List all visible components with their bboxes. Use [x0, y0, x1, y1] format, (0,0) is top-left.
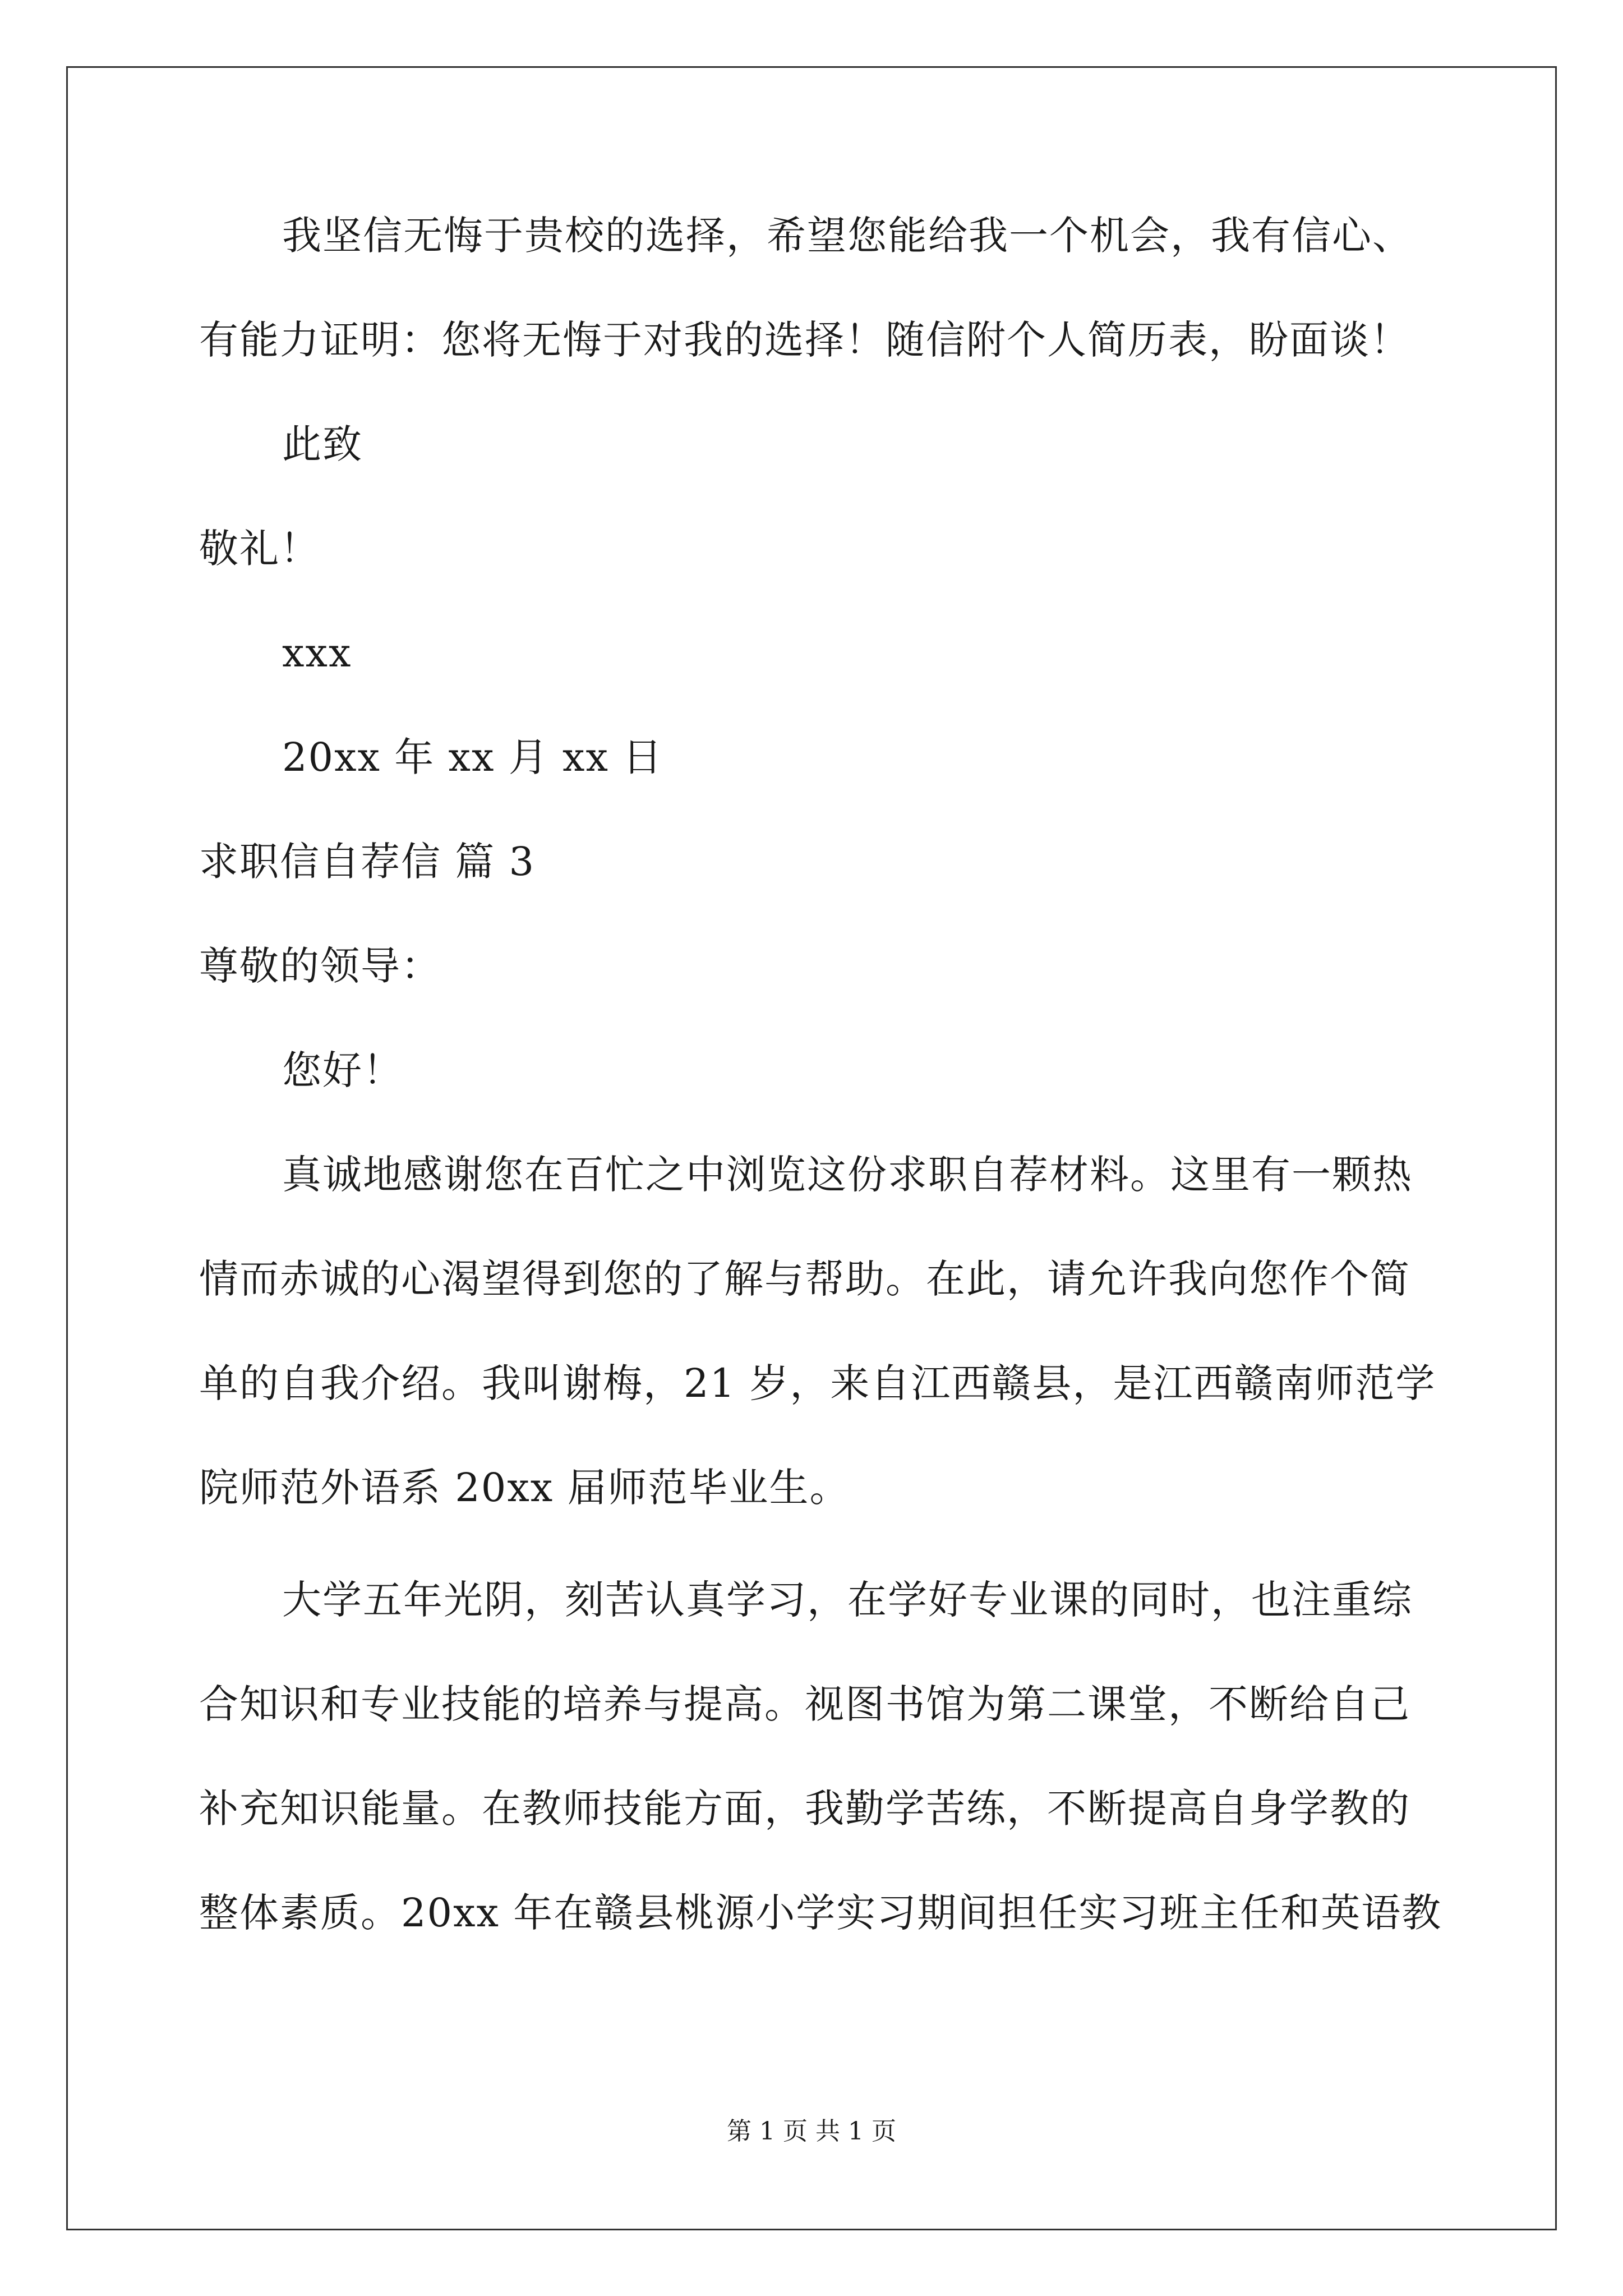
section-title: 求职信自荐信 篇 3: [199, 839, 536, 885]
paragraph-line: 单的自我介绍。我叫谢梅，21 岁，来自江西赣县，是江西赣南师范学: [199, 1360, 1436, 1406]
page-footer: 第 1 页 共 1 页: [727, 2117, 896, 2146]
paragraph-line: 整体素质。20xx 年在赣县桃源小学实习期间担任实习班主任和英语教: [199, 1890, 1442, 1936]
paragraph-line: 情而赤诚的心渴望得到您的了解与帮助。在此，请允许我向您作个简: [199, 1256, 1410, 1302]
paragraph-line: 有能力证明：您将无悔于对我的选择！随信附个人简历表，盼面谈！: [199, 317, 1410, 363]
document-body: [199, 208, 1442, 1941]
paragraph-line: 真诚地感谢您在百忙之中浏览这份求职自荐材料。这里有一颗热: [282, 1152, 1413, 1198]
closing-text: 此致: [282, 421, 363, 467]
salute-text: 敬礼！: [199, 526, 320, 572]
paragraph-line: 院师范外语系 20xx 届师范毕业生。: [199, 1465, 850, 1511]
date-line: 20xx 年 xx 月 xx 日: [282, 734, 663, 780]
paragraph-line: 补充知识能量。在教师技能方面，我勤学苦练，不断提高自身学教的: [199, 1786, 1410, 1832]
greeting-line: 您好！: [282, 1047, 403, 1093]
paragraph-line: 合知识和专业技能的培养与提高。视图书馆为第二课堂，不断给自己: [199, 1681, 1410, 1727]
signature: xxx: [282, 630, 352, 676]
paragraph-line: 我坚信无悔于贵校的选择，希望您能给我一个机会，我有信心、: [282, 213, 1413, 259]
paragraph-line: 大学五年光阴，刻苦认真学习，在学好专业课的同时，也注重综: [282, 1577, 1413, 1623]
recipient-line: 尊敬的领导：: [199, 943, 441, 989]
